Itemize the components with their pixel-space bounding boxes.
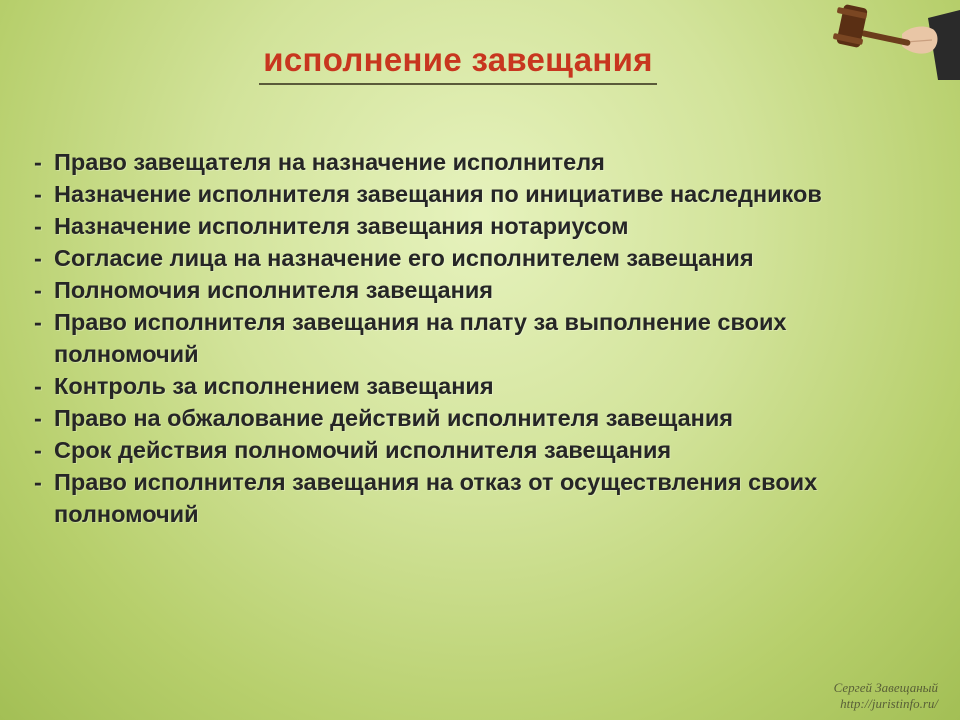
list-item-dash: - — [34, 469, 42, 495]
list-item-text: Назначение исполнителя завещания по инициативе наследников — [54, 181, 822, 207]
topics-list — [34, 146, 934, 530]
list-item-dash: - — [34, 213, 42, 239]
list-item — [34, 146, 934, 178]
signature-name: Сергей Завещаный — [833, 680, 938, 695]
list-item-text: Срок действия полномочий исполнителя завещания — [54, 437, 672, 463]
list-item-text: Согласие лица на назначение его исполнителем завещания — [54, 245, 754, 271]
list-item — [34, 306, 934, 370]
list-item — [34, 274, 934, 306]
list-item-dash: - — [34, 181, 42, 207]
list-item-text: Право на обжалование действий исполнителя завещания — [54, 405, 733, 431]
list-item — [34, 210, 934, 242]
list-item — [34, 466, 934, 530]
list-item-text: Полномочия исполнителя завещания — [54, 277, 493, 303]
list-item-dash: - — [34, 245, 42, 271]
slide-title — [0, 40, 960, 85]
list-item-text: Назначение исполнителя завещания нотариусом — [54, 213, 629, 239]
list-item — [34, 370, 934, 402]
signature-url: http://juristinfo.ru/ — [840, 696, 938, 711]
list-item — [34, 178, 934, 210]
list-item-text: Контроль за исполнением завещания — [54, 373, 494, 399]
list-item-dash: - — [34, 373, 42, 399]
list-item — [34, 402, 934, 434]
list-item-text: Право исполнителя завещания на плату за выполнение своих полномочий — [54, 309, 787, 367]
list-item — [34, 242, 934, 274]
list-item-dash: - — [34, 405, 42, 431]
slide-title-text: исполнение завещания — [259, 40, 657, 85]
list-item-dash: - — [34, 149, 42, 175]
list-item-text: Право исполнителя завещания на отказ от осуществления своих полномочий — [54, 469, 818, 527]
list-item-dash: - — [34, 277, 42, 303]
list-item-text: Право завещателя на назначение исполнителя — [54, 149, 605, 175]
list-item — [34, 434, 934, 466]
author-signature — [768, 680, 938, 712]
list-item-dash: - — [34, 309, 42, 335]
list-item-dash: - — [34, 437, 42, 463]
